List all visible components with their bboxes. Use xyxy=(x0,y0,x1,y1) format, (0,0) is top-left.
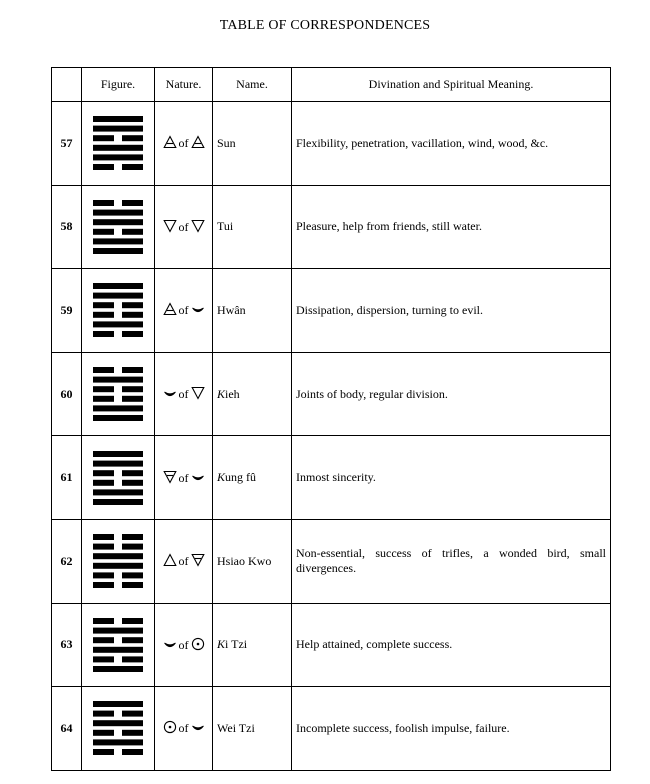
nature-connector: of xyxy=(178,303,189,318)
hexagram-name-text: i Tzi xyxy=(225,637,248,652)
header-name: Name. xyxy=(213,68,292,102)
header-figure: Figure. xyxy=(82,68,155,102)
fire-symbol-icon xyxy=(163,553,177,567)
header-row xyxy=(52,68,611,102)
meaning-text: Joints of body, regular division. xyxy=(296,386,448,401)
moon-symbol-icon xyxy=(163,386,177,400)
solid-line xyxy=(93,322,143,328)
hexagram-number: 61 xyxy=(52,436,82,520)
broken-line-segment xyxy=(93,135,114,141)
hexagram-number: 62 xyxy=(52,519,82,603)
hexagram-figure xyxy=(93,367,143,421)
figure-cell xyxy=(82,603,155,687)
broken-line-segment xyxy=(122,656,143,662)
hexagram-name xyxy=(213,687,292,771)
meaning-cell xyxy=(292,687,611,771)
nature-cell xyxy=(155,687,213,771)
solid-line xyxy=(93,647,143,653)
broken-line-segment xyxy=(93,470,114,476)
hexagram-name xyxy=(213,102,292,186)
table-row xyxy=(52,519,611,603)
table-row xyxy=(52,269,611,353)
broken-line-segment xyxy=(122,730,143,736)
broken-line-segment xyxy=(93,331,114,337)
broken-line-segment xyxy=(122,367,143,373)
nature-connector: of xyxy=(178,136,189,151)
solid-line xyxy=(93,377,143,383)
hexagram-name xyxy=(213,436,292,520)
broken-line-segment xyxy=(122,229,143,235)
hexagram-name-text: Wei Tzi xyxy=(217,720,255,735)
meaning-cell xyxy=(292,269,611,353)
meaning-cell xyxy=(292,352,611,436)
moon-symbol-icon xyxy=(191,720,205,734)
hexagram-name-text: ieh xyxy=(225,386,240,401)
hexagram-name-text: Sun xyxy=(217,135,236,150)
broken-line-segment xyxy=(122,618,143,624)
nature-connector: of xyxy=(178,637,189,652)
table-row xyxy=(52,603,611,687)
broken-line-segment xyxy=(93,637,114,643)
meaning-cell xyxy=(292,603,611,687)
broken-line-segment xyxy=(93,164,114,170)
broken-line-segment xyxy=(122,470,143,476)
hexagram-figure xyxy=(93,200,143,254)
figure-cell xyxy=(82,352,155,436)
hexagram-number: 64 xyxy=(52,687,82,771)
solid-line xyxy=(93,219,143,225)
hexagram-name-text: Tui xyxy=(217,219,234,234)
hexagram-name-text: ung fû xyxy=(225,470,257,485)
solid-line xyxy=(93,460,143,466)
hexagram-name-initial: K xyxy=(217,470,226,485)
moon-symbol-icon xyxy=(191,302,205,316)
solid-line xyxy=(93,126,143,132)
correspondence-table xyxy=(51,67,611,771)
broken-line-segment xyxy=(93,367,114,373)
broken-line-segment xyxy=(122,573,143,579)
figure-cell xyxy=(82,436,155,520)
header-nature: Nature. xyxy=(155,68,213,102)
hexagram-number: 60 xyxy=(52,352,82,436)
hexagram-name-initial: K xyxy=(217,637,226,652)
broken-line-segment xyxy=(122,749,143,755)
solid-line xyxy=(93,666,143,672)
hexagram-figure xyxy=(93,451,143,505)
figure-cell xyxy=(82,269,155,353)
table-row xyxy=(52,687,611,771)
solid-line xyxy=(93,553,143,559)
broken-line-segment xyxy=(122,312,143,318)
meaning-text: Incomplete success, foolish impulse, failure. xyxy=(296,720,510,735)
broken-line-segment xyxy=(93,749,114,755)
broken-line-segment xyxy=(122,637,143,643)
meaning-cell xyxy=(292,102,611,186)
broken-line-segment xyxy=(93,303,114,309)
nature-connector: of xyxy=(178,219,189,234)
solid-line xyxy=(93,405,143,411)
solid-line xyxy=(93,145,143,151)
meaning-cell xyxy=(292,436,611,520)
broken-line-segment xyxy=(122,711,143,717)
solid-line xyxy=(93,499,143,505)
solid-line xyxy=(93,209,143,215)
solid-line xyxy=(93,740,143,746)
header-number xyxy=(52,68,82,102)
table-row xyxy=(52,352,611,436)
broken-line-segment xyxy=(93,386,114,392)
hexagram-figure xyxy=(93,534,143,588)
broken-line-segment xyxy=(122,396,143,402)
broken-line-segment xyxy=(93,730,114,736)
solid-line xyxy=(93,563,143,569)
meaning-text: Dissipation, dispersion, turning to evil. xyxy=(296,302,483,317)
hexagram-name-initial: K xyxy=(217,386,226,401)
hexagram-figure xyxy=(93,701,143,755)
meaning-cell xyxy=(292,519,611,603)
hexagram-figure xyxy=(93,618,143,672)
fire-bar-symbol-icon xyxy=(163,302,177,316)
figure-cell xyxy=(82,102,155,186)
header-meaning: Divination and Spiritual Meaning. xyxy=(292,68,611,102)
table-row xyxy=(52,102,611,186)
meaning-text: Pleasure, help from friends, still water. xyxy=(296,219,482,234)
solid-line xyxy=(93,116,143,122)
broken-line-segment xyxy=(122,479,143,485)
nature-cell xyxy=(155,603,213,687)
solid-line xyxy=(93,451,143,457)
nature-cell xyxy=(155,102,213,186)
nature-cell xyxy=(155,269,213,353)
broken-line-segment xyxy=(122,534,143,540)
table-body xyxy=(52,102,611,771)
broken-line-segment xyxy=(93,582,114,588)
solid-line xyxy=(93,415,143,421)
solid-line xyxy=(93,627,143,633)
broken-line-segment xyxy=(93,534,114,540)
broken-line-segment xyxy=(122,331,143,337)
broken-line-segment xyxy=(122,544,143,550)
broken-line-segment xyxy=(122,164,143,170)
hexagram-name xyxy=(213,519,292,603)
broken-line-segment xyxy=(93,711,114,717)
solid-line xyxy=(93,489,143,495)
solid-line xyxy=(93,238,143,244)
broken-line-segment xyxy=(93,312,114,318)
fire-bar-symbol-icon xyxy=(191,135,205,149)
hexagram-name xyxy=(213,603,292,687)
broken-line-segment xyxy=(93,479,114,485)
moon-symbol-icon xyxy=(163,637,177,651)
solid-line xyxy=(93,283,143,289)
broken-line-segment xyxy=(122,582,143,588)
broken-line-segment xyxy=(93,573,114,579)
nature-connector: of xyxy=(178,470,189,485)
broken-line-segment xyxy=(122,200,143,206)
water-bar-symbol-icon xyxy=(163,470,177,484)
broken-line-segment xyxy=(122,303,143,309)
broken-line-segment xyxy=(93,656,114,662)
fire-bar-symbol-icon xyxy=(163,135,177,149)
water-symbol-icon xyxy=(191,386,205,400)
hexagram-name-text: Hsiao Kwo xyxy=(217,553,272,568)
solid-line xyxy=(93,701,143,707)
sun-symbol-icon xyxy=(191,637,205,651)
table-row xyxy=(52,185,611,269)
broken-line-segment xyxy=(93,200,114,206)
nature-cell xyxy=(155,185,213,269)
hexagram-name-text: Hwân xyxy=(217,302,246,317)
water-symbol-icon xyxy=(163,219,177,233)
water-bar-symbol-icon xyxy=(191,553,205,567)
meaning-text: Help attained, complete success. xyxy=(296,637,453,652)
solid-line xyxy=(93,155,143,161)
nature-connector: of xyxy=(178,554,189,569)
water-symbol-icon xyxy=(191,219,205,233)
hexagram-name xyxy=(213,185,292,269)
hexagram-figure xyxy=(93,283,143,337)
moon-symbol-icon xyxy=(191,470,205,484)
hexagram-name xyxy=(213,269,292,353)
nature-cell xyxy=(155,436,213,520)
solid-line xyxy=(93,293,143,299)
meaning-text: Non-essential, success of trifles, a wonded bird, small divergences. xyxy=(296,546,606,576)
solid-line xyxy=(93,248,143,254)
broken-line-segment xyxy=(93,544,114,550)
broken-line-segment xyxy=(93,396,114,402)
broken-line-segment xyxy=(93,618,114,624)
broken-line-segment xyxy=(122,135,143,141)
broken-line-segment xyxy=(93,229,114,235)
meaning-text: Inmost sincerity. xyxy=(296,470,376,485)
hexagram-number: 57 xyxy=(52,102,82,186)
meaning-cell xyxy=(292,185,611,269)
meaning-text: Flexibility, penetration, vacillation, wind, wood, &c. xyxy=(296,135,549,150)
hexagram-figure xyxy=(93,116,143,170)
hexagram-number: 59 xyxy=(52,269,82,353)
table-row xyxy=(52,436,611,520)
sun-symbol-icon xyxy=(163,720,177,734)
nature-cell xyxy=(155,519,213,603)
solid-line xyxy=(93,721,143,727)
nature-cell xyxy=(155,352,213,436)
figure-cell xyxy=(82,519,155,603)
nature-connector: of xyxy=(178,387,189,402)
hexagram-name xyxy=(213,352,292,436)
figure-cell xyxy=(82,687,155,771)
broken-line-segment xyxy=(122,386,143,392)
figure-cell xyxy=(82,185,155,269)
hexagram-number: 58 xyxy=(52,185,82,269)
nature-connector: of xyxy=(178,721,189,736)
hexagram-number: 63 xyxy=(52,603,82,687)
page-title: TABLE OF CORRESPONDENCES xyxy=(219,18,431,33)
